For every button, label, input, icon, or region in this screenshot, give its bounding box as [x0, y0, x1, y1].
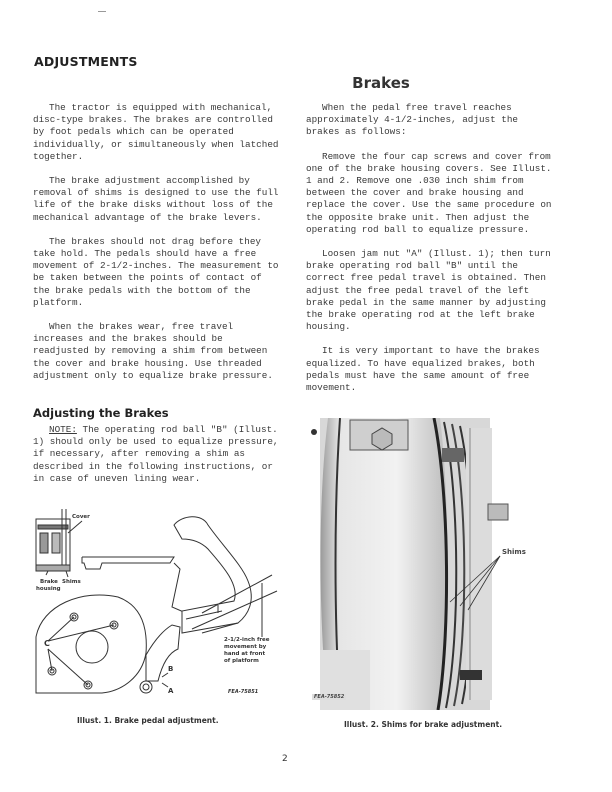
label-brake: Brake — [40, 579, 58, 585]
paragraph: The tractor is equipped with mechanical, disc-type brakes. The brakes are controlled by foot pedals which can be operated individually, or simultaneously when latched together. — [33, 102, 279, 162]
caption-illust-2: Illust. 2. Shims for brake adjustment. — [344, 720, 503, 729]
subheading: Adjusting the Brakes — [33, 406, 169, 420]
photo-code: FEA-75852 — [314, 694, 345, 700]
brake-pedal-diagram — [22, 505, 292, 705]
illustration-code: FEA-75851 — [228, 689, 259, 695]
label-cover: Cover — [72, 514, 90, 520]
label-a: A — [168, 687, 174, 695]
note-text: The operating rod ball "B" (Illust. 1) should only be used to equalize pressure, if necessary, after removing a shim as described in the following instructions, or in case of uneven lining wear. — [33, 424, 279, 484]
paragraph: When the pedal free travel reaches approximately 4-1/2-inches, adjust the brakes as follows: — [306, 102, 519, 138]
paragraph: Loosen jam nut "A" (Illust. 1); then turn brake operating rod ball "B" until the correct free pedal travel is obtained. Then adjust the free pedal travel of the left brake pedal in the same manner by adjusting the brake operating rod at the left brake housing. — [306, 248, 551, 333]
label-free-movement-1: 2-1/2-inch free — [224, 637, 270, 643]
right-column — [306, 102, 556, 406]
note — [33, 424, 283, 485]
top-mark — [98, 11, 106, 12]
paragraph: Remove the four cap screws and cover from one of the brake housing covers. See Illust. 1 and 2. Remove one .030 inch shim from between the cover and brake housing and replace the cover. Use the same procedure on the opposite brake unit. Then adjust the operating rod ball to equalize pressure. — [306, 150, 552, 235]
caption-illust-1: Illust. 1. Brake pedal adjustment. — [77, 716, 219, 725]
label-c: C — [44, 639, 50, 648]
label-housing: housing — [36, 586, 61, 592]
page-title: Brakes — [352, 74, 410, 92]
paragraph: When the brakes wear, free travel increases and the brakes should be readjusted by removing a shim from between the cover and brake housing. Use threaded adjustment only to equalize brake pressure. — [33, 321, 273, 381]
paragraph: The brakes should not drag before they take hold. The pedals should have a free movement of 2-1/2-inches. The measurement to be taken between the points of contact of the brake pedals with the bottom of the platform. — [33, 235, 279, 308]
left-column — [33, 102, 283, 394]
label-free-movement-2: movement by — [224, 644, 267, 650]
paragraph: It is very important to have the brakes equalized. To have equalized brakes, both pedals must have the same amount of free movement. — [306, 345, 540, 394]
label-b: B — [168, 665, 174, 673]
shims-photo — [310, 418, 600, 710]
paragraph: The brake adjustment accomplished by removal of shims is designed to use the full life of the brake disks without loss of the mechanical advantage of the brake levers. — [33, 175, 279, 223]
label-free-movement-3: hand at front — [224, 651, 266, 657]
label-shims-photo: Shims — [502, 548, 526, 556]
page-number: 2 — [282, 754, 288, 764]
label-free-movement-4: of platform — [224, 658, 259, 664]
note-paragraph — [33, 424, 283, 485]
note-label: NOTE: — [49, 424, 77, 435]
section-header: ADJUSTMENTS — [34, 54, 138, 69]
label-shims: Shims — [62, 579, 81, 585]
